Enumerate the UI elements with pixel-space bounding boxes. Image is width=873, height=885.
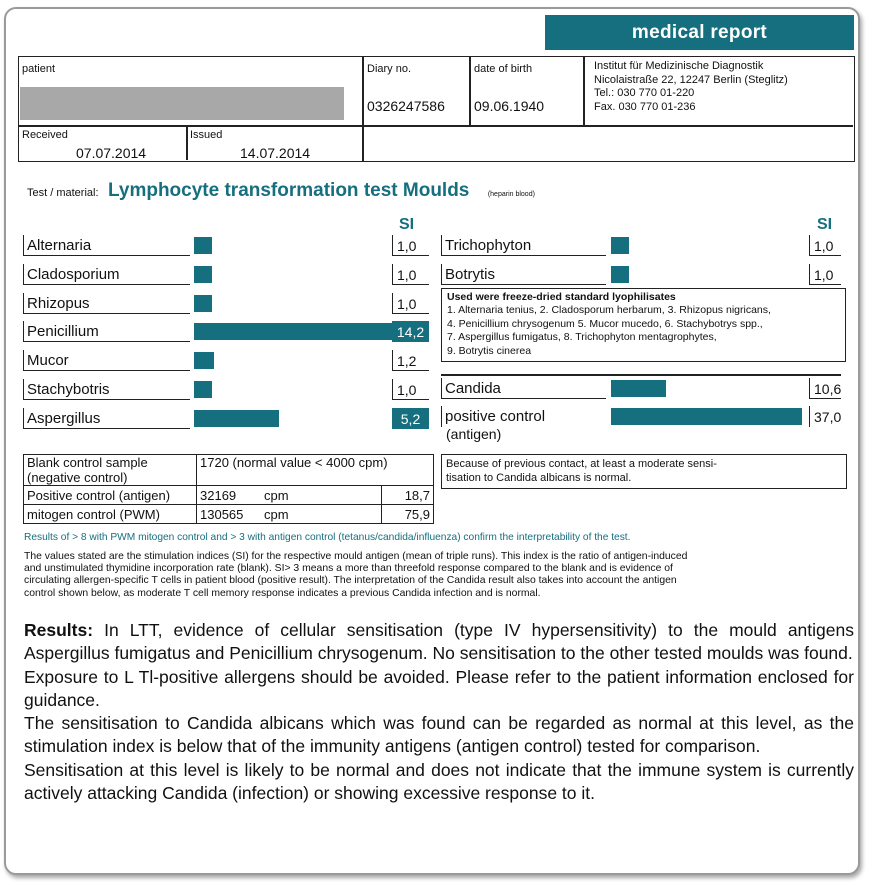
results-p3: The sensitisation to Candida albicans which was found can be regarded as normal at this level, as the stimulation index is below that of the immunity antigens (antigen control) tested for comparison. [24, 713, 854, 757]
institute-address: Institut für Medizinische Diagnostik Nicolaistraße 22, 12247 Berlin (Steglitz) Tel.: 030 770 01-220 Fax. 030 770 01-236 [594, 60, 788, 113]
positive-bar [611, 408, 802, 425]
mould-si-value: 1,0 [809, 235, 841, 256]
lyophilisates-box: Used were freeze-dried standard lyophilisates 1. Alternaria tenius, 2. Cladosporum herbarum, 3. Rhizopus nigricans, 4. Penicillium chrysogenum 5. Mucor mucedo, 6. Stachybotrys spp., 7. Aspergillus fumigatus, 8. Trichophyton mentagrophytes, 9. Botrytis cinerea [441, 288, 846, 362]
positive-label-line2: (antigen) [446, 426, 502, 442]
mould-si-value: 1,0 [392, 264, 429, 285]
mould-si-bar [194, 295, 212, 312]
results-p1: Results: In LTT, evidence of cellular sensitisation (type IV hypersensitivity) to the mould antigens Aspergillus fumigatus and Penicillium chrysogenum. No sensitisation to the other tested moulds was found. [24, 620, 854, 664]
mould-label: Botrytis [441, 264, 606, 285]
mould-label: Mucor [23, 350, 190, 371]
issued-label: Issued [190, 129, 223, 141]
control-table [23, 454, 434, 524]
received-value: 07.07.2014 [76, 145, 147, 161]
mould-label: Stachybotris [23, 379, 190, 400]
mould-label: Aspergillus [23, 408, 190, 429]
positive-control-row: Positive control (antigen) 32169 cpm 18,7 [24, 486, 434, 505]
mitogen-control-row: mitogen control (PWM) 130565 cpm 75,9 [24, 505, 434, 524]
test-title-row [27, 180, 535, 202]
positive-label-cell: positive control [441, 406, 606, 427]
diary-value: 0326247586 [367, 98, 445, 114]
stimulation-index-note: The values stated are the stimulation indices (SI) for the respective mould antigen (mean of triple runs). This index is the ratio of antigen-induced and unstimulated thymidine incorporation rate (blank). SI> 3 means a more than threefold response compared to the blank and is evidence of circulating allergen-specific T cells in patient blood (positive result). The interpretation of the Candida result also takes into account the antigen control shown below, as moderate T cell memory response indicates a previous Candida infection and is normal. [24, 551, 688, 599]
mould-si-bar [194, 381, 212, 398]
positive-si: 37,0 [809, 406, 841, 427]
mould-si-bar [194, 323, 425, 340]
results-p2: Exposure to L Tl-positive allergens should be avoided. Please refer to the patient information enclosed for guidance. [24, 666, 854, 710]
mould-label: Cladosporium [23, 264, 190, 285]
mould-label: Trichophyton [441, 235, 606, 256]
mould-label: Penicillium [23, 321, 190, 342]
mould-si-bar [611, 266, 629, 283]
results-p4: Sensitisation at this level is likely to be normal and does not indicate that the immune system is currently actively attacking Candida (infection) or showing excessive response to it. [24, 759, 854, 804]
comment-box: Because of previous contact, at least a moderate sensi- tisation to Candida albicans is normal. [441, 454, 847, 489]
candida-bar [611, 380, 666, 397]
blank-control-row: Blank control sample (negative control) 1720 (normal value < 4000 cpm) [24, 455, 434, 486]
issued-value: 14.07.2014 [240, 145, 311, 161]
sample-note: (heparin blood) [487, 191, 535, 198]
report-banner: medical report [545, 15, 854, 50]
mould-si-value: 14,2 [392, 321, 429, 342]
test-title: Lymphocyte transformation test Moulds [107, 180, 470, 201]
results-section [24, 619, 854, 805]
mould-si-value: 1,2 [392, 350, 429, 371]
mould-si-bar [194, 266, 212, 283]
mould-si-bar [194, 352, 214, 369]
dob-value: 09.06.1940 [474, 98, 545, 114]
mould-si-value: 1,0 [392, 293, 429, 314]
mould-si-bar [611, 237, 629, 254]
mould-si-value: 5,2 [392, 408, 429, 429]
dob-label: date of birth [474, 63, 533, 75]
patient-label: patient [22, 63, 56, 75]
mould-label: Alternaria [23, 235, 190, 256]
diary-label: Diary no. [367, 63, 412, 75]
interpretability-note: Results of > 8 with PWM mitogen control and > 3 with antigen control (tetanus/candida/influenza) confirm the interpretability of the test. [24, 532, 631, 543]
candida-label-cell: Candida [441, 378, 606, 399]
mould-si-bar [194, 237, 212, 254]
material-label: Test / material: [27, 187, 99, 199]
mould-si-value: 1,0 [392, 379, 429, 400]
lyophilisates-title: Used were freeze-dried standard lyophilisates [447, 291, 676, 303]
received-label: Received [22, 129, 68, 141]
candida-si: 10,6 [809, 378, 841, 399]
si-header-left: SI [399, 216, 415, 233]
si-header-right: SI [817, 216, 833, 233]
mould-si-value: 1,0 [809, 264, 841, 285]
patient-name-redacted [20, 87, 344, 120]
mould-si-value: 1,0 [392, 235, 429, 256]
mould-si-bar [194, 410, 279, 427]
mould-label: Rhizopus [23, 293, 190, 314]
